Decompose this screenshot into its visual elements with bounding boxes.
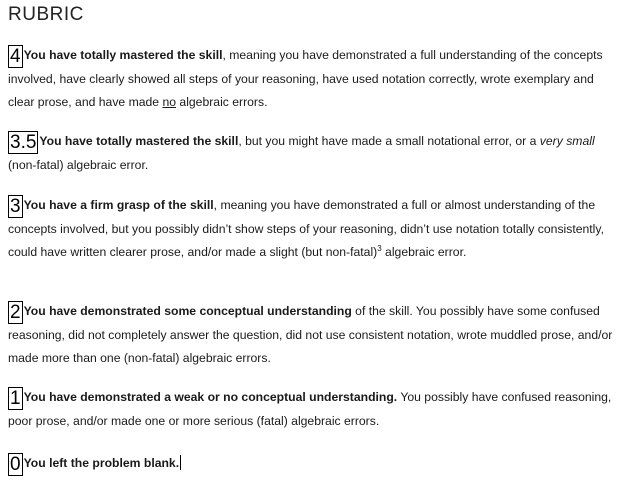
score-box: 2 bbox=[10, 302, 21, 323]
item-lead: You have totally mastered the skill bbox=[39, 134, 239, 148]
rubric-item-3 bbox=[8, 194, 614, 263]
item-lead: You have demonstrated some conceptual understanding bbox=[23, 304, 352, 318]
item-lead: You have demonstrated a weak or no conceptual understanding. bbox=[23, 390, 398, 404]
item-text: , meaning you have demonstrated a full or almost understanding of the concepts involved, but you possibly didn’t show steps of your reasoning, didn’t use notation totally consistently, could have written clearer prose, and/or made a slight (but non-fatal) bbox=[8, 198, 604, 259]
item-lead: You left the problem blank. bbox=[23, 456, 180, 470]
item-lead: You have totally mastered the skill bbox=[23, 48, 223, 62]
score-box: 3 bbox=[10, 196, 21, 217]
rubric-title: RUBRIC bbox=[8, 4, 84, 25]
item-underline-text: no bbox=[162, 94, 177, 109]
item-text: You possibly have confused reasoning, poor prose, and/or made one or more serious (fatal) algebraic errors. bbox=[8, 390, 612, 428]
rubric-item-1 bbox=[8, 386, 614, 433]
rubric-item-2 bbox=[8, 300, 614, 369]
score-box: 3.5 bbox=[10, 132, 37, 153]
item-text-end: (non-fatal) algebraic error. bbox=[8, 158, 149, 172]
text-cursor bbox=[180, 455, 181, 470]
item-text: , meaning you have demonstrated a full understanding of the concepts involved, have clearly showed all steps of your reasoning, have used notation correctly, wrote exemplary and clear prose, and have made bbox=[8, 48, 603, 109]
item-text: of the skill. You possibly have some confused reasoning, did not completely answer the question, did not use consistent notation, wrote muddled prose, and/or made more than one (non-fatal) algebraic errors. bbox=[8, 304, 613, 365]
footnote-marker: 3 bbox=[377, 243, 382, 253]
score-box: 0 bbox=[10, 454, 21, 475]
item-lead: You have a firm grasp of the skill bbox=[23, 198, 214, 212]
item-text-end: algebraic errors. bbox=[176, 94, 268, 109]
item-italic-text: very small bbox=[539, 134, 595, 148]
rubric-item-4 bbox=[8, 44, 614, 113]
item-text-end: algebraic error. bbox=[381, 244, 467, 259]
rubric-item-3-5 bbox=[8, 130, 614, 177]
item-text: , but you might have made a small notational error, or a bbox=[238, 134, 540, 148]
rubric-item-0 bbox=[8, 452, 614, 476]
score-box: 4 bbox=[10, 46, 21, 67]
score-box: 1 bbox=[10, 388, 21, 409]
